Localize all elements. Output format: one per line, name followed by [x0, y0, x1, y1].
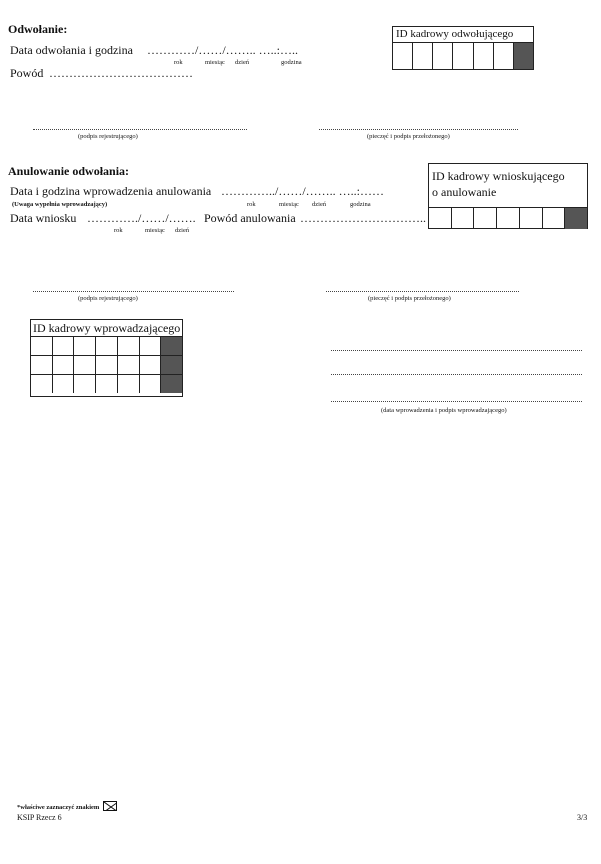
id-cell[interactable] — [74, 375, 96, 393]
id-wnioskujacego-title-2: o anulowanie — [432, 185, 497, 199]
recall-date-label: Data odwołania i godzina — [10, 43, 133, 57]
recall-date-field[interactable]: …………/……/…….. …..:….. — [147, 43, 299, 57]
id-cell[interactable] — [452, 208, 475, 229]
id-cell[interactable] — [413, 43, 433, 69]
id-cell[interactable] — [433, 43, 453, 69]
entry-line-2[interactable] — [331, 374, 582, 375]
id-odwolujacego-title: ID kadrowy odwołującego — [396, 28, 514, 40]
cancel-date-field[interactable]: …………../……/…….. …..:…… — [221, 184, 385, 198]
section-odwolanie-heading: Odwołanie: — [8, 22, 68, 36]
cap-dzien-2: dzień — [312, 201, 327, 208]
cap-dzien: dzień — [235, 59, 250, 66]
request-date-label: Data wniosku — [10, 211, 77, 225]
id-cell[interactable] — [474, 43, 494, 69]
grid-row — [31, 374, 182, 393]
id-cell-check — [161, 375, 182, 393]
recall-reason-label: Powód — [10, 66, 44, 80]
entry-caption: (data wprowadzenia i podpis wprowadzającego) — [381, 407, 507, 414]
sig-line-right-2[interactable] — [326, 291, 519, 292]
cancel-note: (Uwaga wypełnia wprowadzający) — [12, 201, 108, 208]
id-cell[interactable] — [118, 337, 140, 355]
sig-line-left-2[interactable] — [33, 291, 234, 292]
cap-godzina: godzina — [281, 59, 302, 66]
cap-godzina-2: godzina — [350, 201, 371, 208]
id-cell[interactable] — [453, 43, 473, 69]
id-wnioskujacego-grid — [429, 207, 587, 229]
grid-row — [31, 355, 182, 374]
id-cell[interactable] — [474, 208, 497, 229]
sig-line-left-1[interactable] — [33, 129, 247, 130]
id-cell[interactable] — [74, 356, 96, 374]
id-cell[interactable] — [31, 337, 53, 355]
id-cell[interactable] — [140, 375, 162, 393]
id-cell[interactable] — [74, 337, 96, 355]
entry-line-1[interactable] — [331, 350, 582, 351]
id-cell[interactable] — [53, 356, 75, 374]
id-wnioskujacego-box — [428, 163, 588, 229]
sig-line-right-1[interactable] — [319, 129, 518, 130]
id-cell[interactable] — [140, 337, 162, 355]
id-odwolujacego-grid — [393, 42, 533, 69]
cancel-reason-label: Powód anulowania — [204, 211, 296, 225]
id-cell-check — [514, 43, 533, 69]
id-cell[interactable] — [96, 337, 118, 355]
cap-miesiac: miesiąc — [205, 59, 225, 66]
id-cell[interactable] — [429, 208, 452, 229]
grid-row — [31, 336, 182, 355]
sig-caption-right-1: (pieczęć i podpis przełożonego) — [367, 133, 450, 140]
id-cell[interactable] — [494, 43, 514, 69]
id-wprowadzajacego-grid — [30, 336, 183, 397]
request-date-field[interactable]: …………./……/……. — [87, 211, 196, 225]
id-cell[interactable] — [393, 43, 413, 69]
id-cell[interactable] — [53, 375, 75, 393]
id-cell[interactable] — [53, 337, 75, 355]
cap-rok-3: rok — [114, 227, 123, 234]
id-cell[interactable] — [118, 356, 140, 374]
cap-miesiac-2: miesiąc — [279, 201, 299, 208]
cap-miesiac-3: miesiąc — [145, 227, 165, 234]
sig-caption-right-2: (pieczęć i podpis przełożonego) — [368, 295, 451, 302]
cancel-date-label: Data i godzina wprowadzenia anulowania — [10, 184, 212, 198]
form-code: KSIP Rzecz 6 — [17, 813, 62, 822]
id-cell[interactable] — [31, 356, 53, 374]
id-cell[interactable] — [31, 375, 53, 393]
id-wnioskujacego-title-1: ID kadrowy wnioskującego — [432, 169, 565, 183]
cap-rok: rok — [174, 59, 183, 66]
section-anulowanie-heading: Anulowanie odwołania: — [8, 164, 130, 178]
id-cell[interactable] — [497, 208, 520, 229]
id-odwolujacego-box — [392, 26, 534, 70]
cap-dzien-3: dzień — [175, 227, 190, 234]
id-cell[interactable] — [543, 208, 566, 229]
id-cell-check — [565, 208, 587, 229]
cross-mark-icon — [103, 801, 117, 811]
footer-note — [17, 801, 117, 811]
id-wprowadzajacego-title: ID kadrowy wprowadzającego — [30, 319, 183, 336]
id-cell[interactable] — [118, 375, 140, 393]
cap-rok-2: rok — [247, 201, 256, 208]
recall-reason-field[interactable]: ……………………………… — [49, 66, 193, 80]
footer-note-text: *właściwe zaznaczyć znakiem — [17, 804, 100, 811]
id-cell[interactable] — [96, 375, 118, 393]
cancel-reason-field[interactable]: ………………………….. — [300, 211, 426, 225]
id-cell[interactable] — [520, 208, 543, 229]
id-cell[interactable] — [140, 356, 162, 374]
page-number: 3/3 — [577, 813, 588, 822]
id-cell-check — [161, 356, 182, 374]
sig-caption-left-1: (podpis rejestrującego) — [78, 133, 138, 140]
id-cell-check — [161, 337, 182, 355]
id-cell[interactable] — [96, 356, 118, 374]
sig-caption-left-2: (podpis rejestrującego) — [78, 295, 138, 302]
entry-line-3[interactable] — [331, 401, 582, 402]
